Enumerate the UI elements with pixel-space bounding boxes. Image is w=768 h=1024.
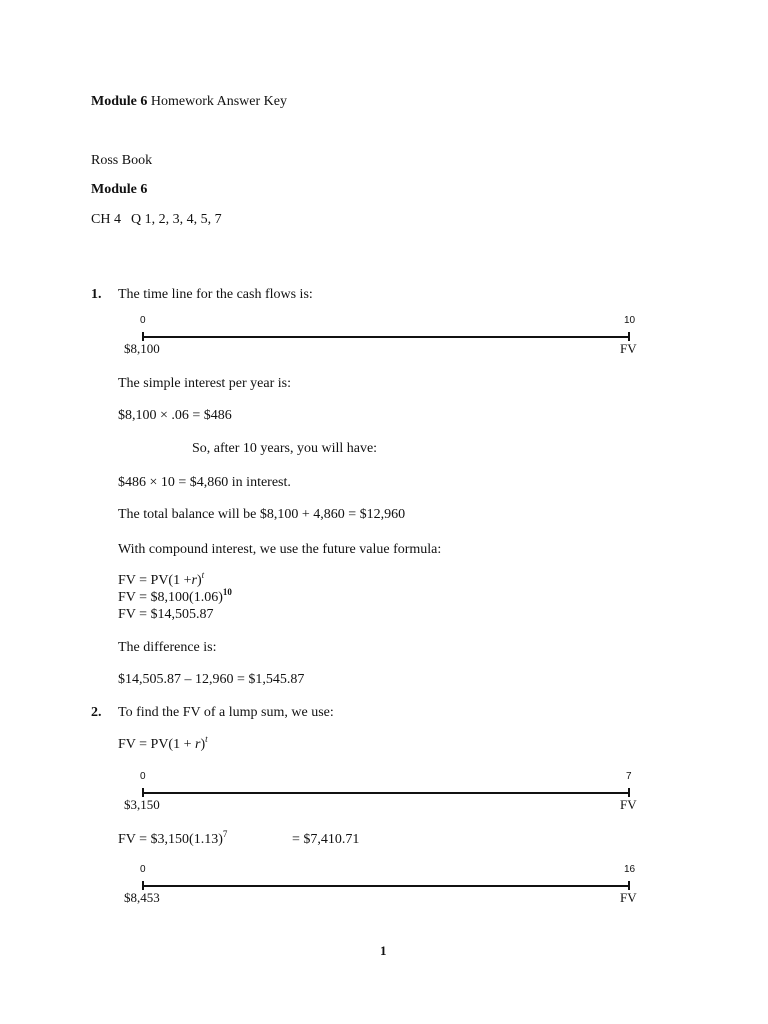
timeline-axis: [142, 792, 630, 794]
formula-prefix: FV = PV(1 +: [118, 737, 195, 752]
question-list: Q 1, 2, 3, 4, 5, 7: [130, 212, 222, 227]
difference-label: The difference is:: [118, 640, 217, 655]
module-heading: Module 6: [91, 182, 148, 197]
lump-sum-formula: [118, 734, 208, 753]
compound-label: With compound interest, we use the future value formula:: [118, 542, 442, 557]
lump-sum-calc: [118, 829, 228, 848]
timeline-start-label: 0: [140, 315, 146, 326]
timeline-future-value: FV: [620, 797, 637, 812]
question-2-number: 2.: [91, 705, 102, 720]
formula-t: t: [205, 734, 208, 744]
timeline-axis: [142, 885, 630, 887]
fv-result: FV = $14,505.87: [118, 607, 214, 622]
timeline-axis: [142, 336, 630, 338]
interest-calc: $486 × 10 = $4,860 in interest.: [118, 475, 291, 490]
question-2-intro: To find the FV of a lump sum, we use:: [118, 705, 334, 720]
question-1-intro: The time line for the cash flows is:: [118, 287, 313, 302]
simple-interest-label: The simple interest per year is:: [118, 376, 291, 391]
chapter-line: [91, 212, 222, 228]
timeline-end-tick: [628, 881, 630, 890]
fv-calc-exponent: 10: [222, 587, 232, 597]
timeline-start-label: 0: [140, 771, 146, 782]
after-years-text: So, after 10 years, you will have:: [192, 441, 378, 456]
question-1-number: 1.: [91, 287, 102, 302]
total-balance: The total balance will be $8,100 + 4,860 = $12,960: [118, 507, 406, 522]
timeline-present-value: $3,150: [124, 797, 160, 812]
book-name: Ross Book: [91, 153, 153, 168]
fv-formula: [118, 570, 205, 589]
formula-prefix: FV = PV(1 +: [118, 573, 192, 588]
formula-t: t: [201, 570, 205, 580]
lump-sum-result: = $7,410.71: [292, 832, 360, 847]
timeline-present-value: $8,453: [124, 890, 160, 905]
page-number: 1: [380, 943, 387, 958]
fv-calc: [118, 587, 232, 606]
chapter-label: CH 4: [91, 212, 121, 227]
simple-interest-calc: $8,100 × .06 = $486: [118, 408, 232, 423]
timeline-end-tick: [628, 788, 630, 797]
timeline-end-tick: [628, 332, 630, 341]
document-title: [91, 94, 287, 110]
calc-base: FV = $3,150(1.13): [118, 832, 223, 847]
formula-r: r: [191, 573, 197, 588]
title-rest: Homework Answer Key: [147, 94, 287, 109]
timeline-end-label: 16: [624, 864, 636, 875]
timeline-future-value: FV: [620, 341, 637, 356]
formula-r: r: [195, 737, 201, 752]
timeline-start-label: 0: [140, 864, 146, 875]
formula-close: ): [196, 573, 202, 588]
formula-close: ): [200, 737, 206, 752]
fv-calc-base: FV = $8,100(1.06): [118, 590, 223, 605]
difference-calc: $14,505.87 – 12,960 = $1,545.87: [118, 672, 305, 687]
timeline-end-label: 10: [624, 315, 636, 326]
timeline-future-value: FV: [620, 890, 637, 905]
timeline-present-value: $8,100: [124, 341, 160, 356]
title-bold: Module 6: [91, 94, 148, 109]
timeline-end-label: 7: [626, 771, 632, 782]
calc-exponent: 7: [222, 829, 228, 839]
